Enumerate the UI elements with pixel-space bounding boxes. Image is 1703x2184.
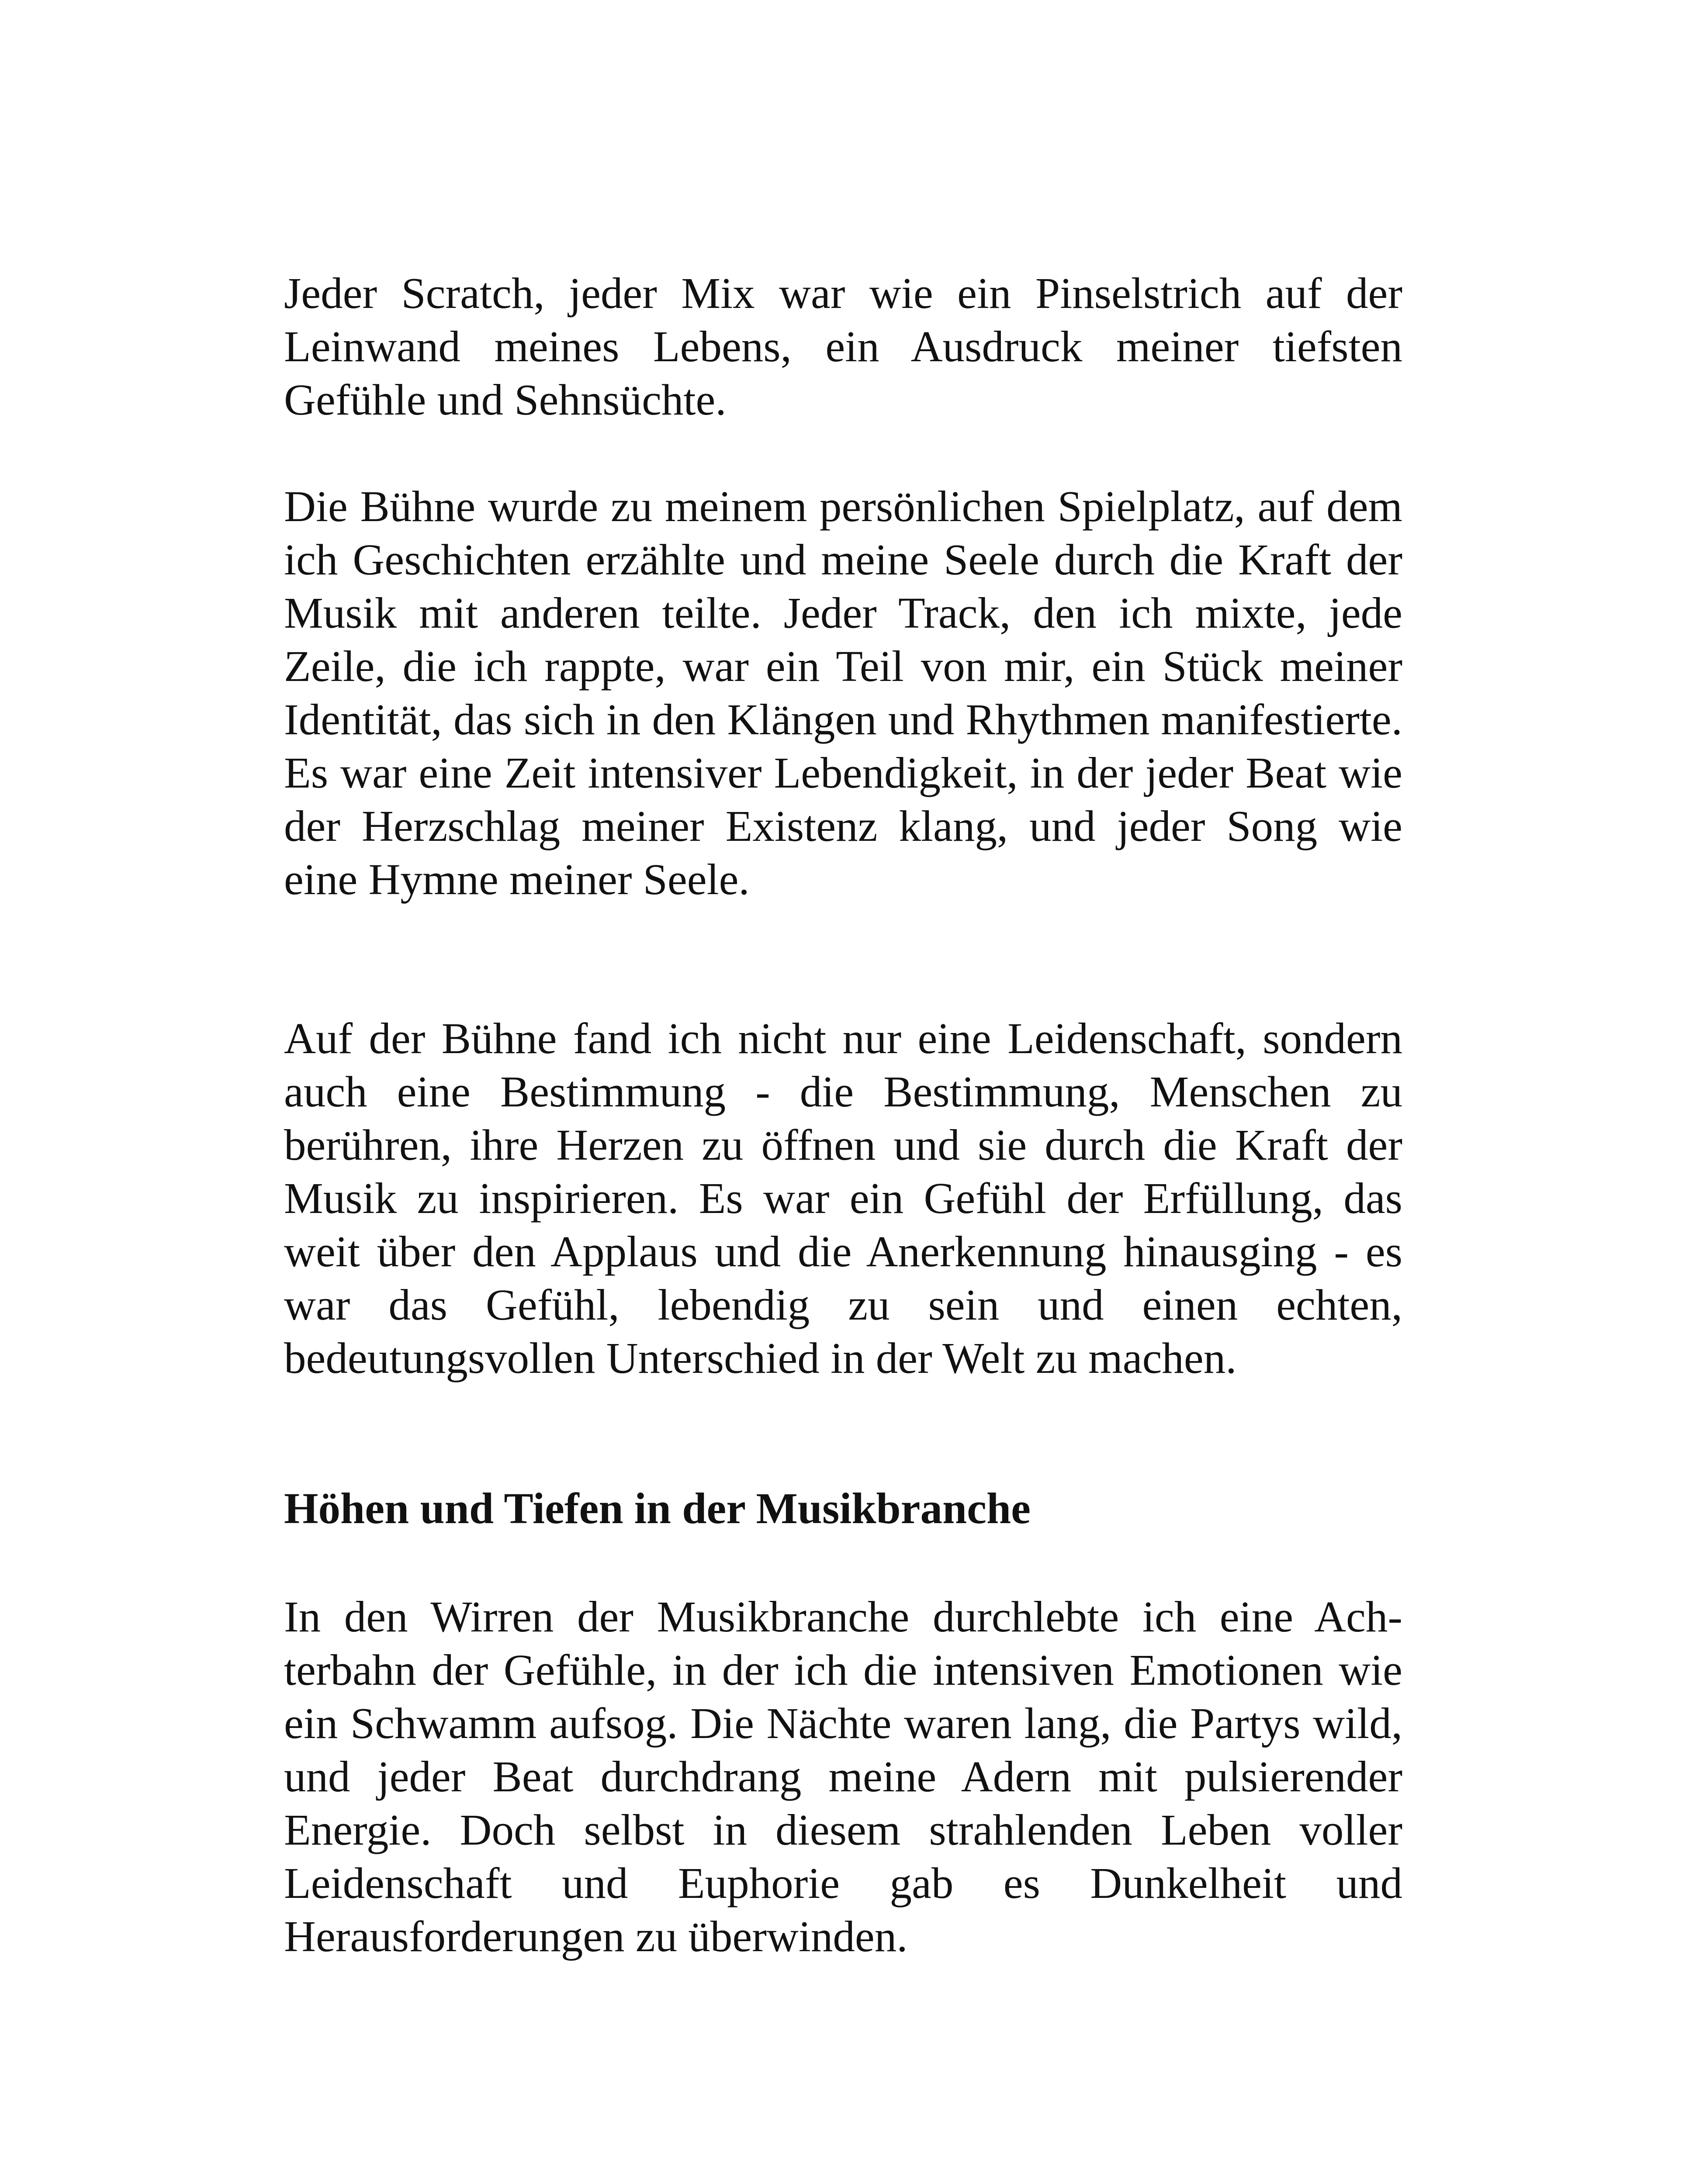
paragraph [284,266,1402,426]
paragraph [284,480,1402,906]
paragraph-text: Auf der Bühne fand ich nicht nur eine Leidenschaft, sondern auch eine Bestimmung - die Bestimmung, Menschen zu berühren, ihre Herzen zu öffnen und sie durch die Kraft der Musik zu inspirieren. Es war ein Gefühl der Erfüllung, das weit über den Applaus und die Anerkennung hinausging - es war das Gefühl, lebendig zu sein und einen echten, bedeutungsvollen Unterschied in der Welt zu machen. [284,1014,1402,1382]
paragraph [284,1012,1402,1385]
paragraph-text: Die Bühne wurde zu meinem persönlichen Spielplatz, auf dem ich Geschichten erzählte und meine Seele durch die Kraft der Musik mit anderen teilte. Jeder Track, den ich mixte, jede Zeile, die ich rappte, war ein Teil von mir, ein Stück meiner Identität, das sich in den Klängen und Rhythmen manifestierte. Es war eine Zeit intensiver Lebendigkeit, in der jeder Beat wie der Herzschlag meiner Existenz klang, und jeder Song wie eine Hymne meiner Seele. [284,482,1402,904]
paragraph-text: In den Wirren der Musikbranche durchlebte ich eine Achterbahn der Gefühle, in der ich die intensiven Emotionen wie ein Schwamm aufsog. Die Nächte waren lang, die Partys wild, und jeder Beat durchdrang meine Adern mit pulsierender Energie. Doch selbst in diesem strahlenden Leben voller Leidenschaft und Euphorie gab es Dunkelheit und Herausforderungen zu überwinden. [284,1592,1402,1961]
paragraph-text: Jeder Scratch, jeder Mix war wie ein Pinselstrich auf der Leinwand meines Lebens, ein Ausdruck meiner tiefsten Gefühle und Sehnsüchte. [284,269,1402,424]
paragraph [284,1590,1402,1963]
section-heading: Höhen und Tiefen in der Musikbranche [284,1484,1031,1533]
